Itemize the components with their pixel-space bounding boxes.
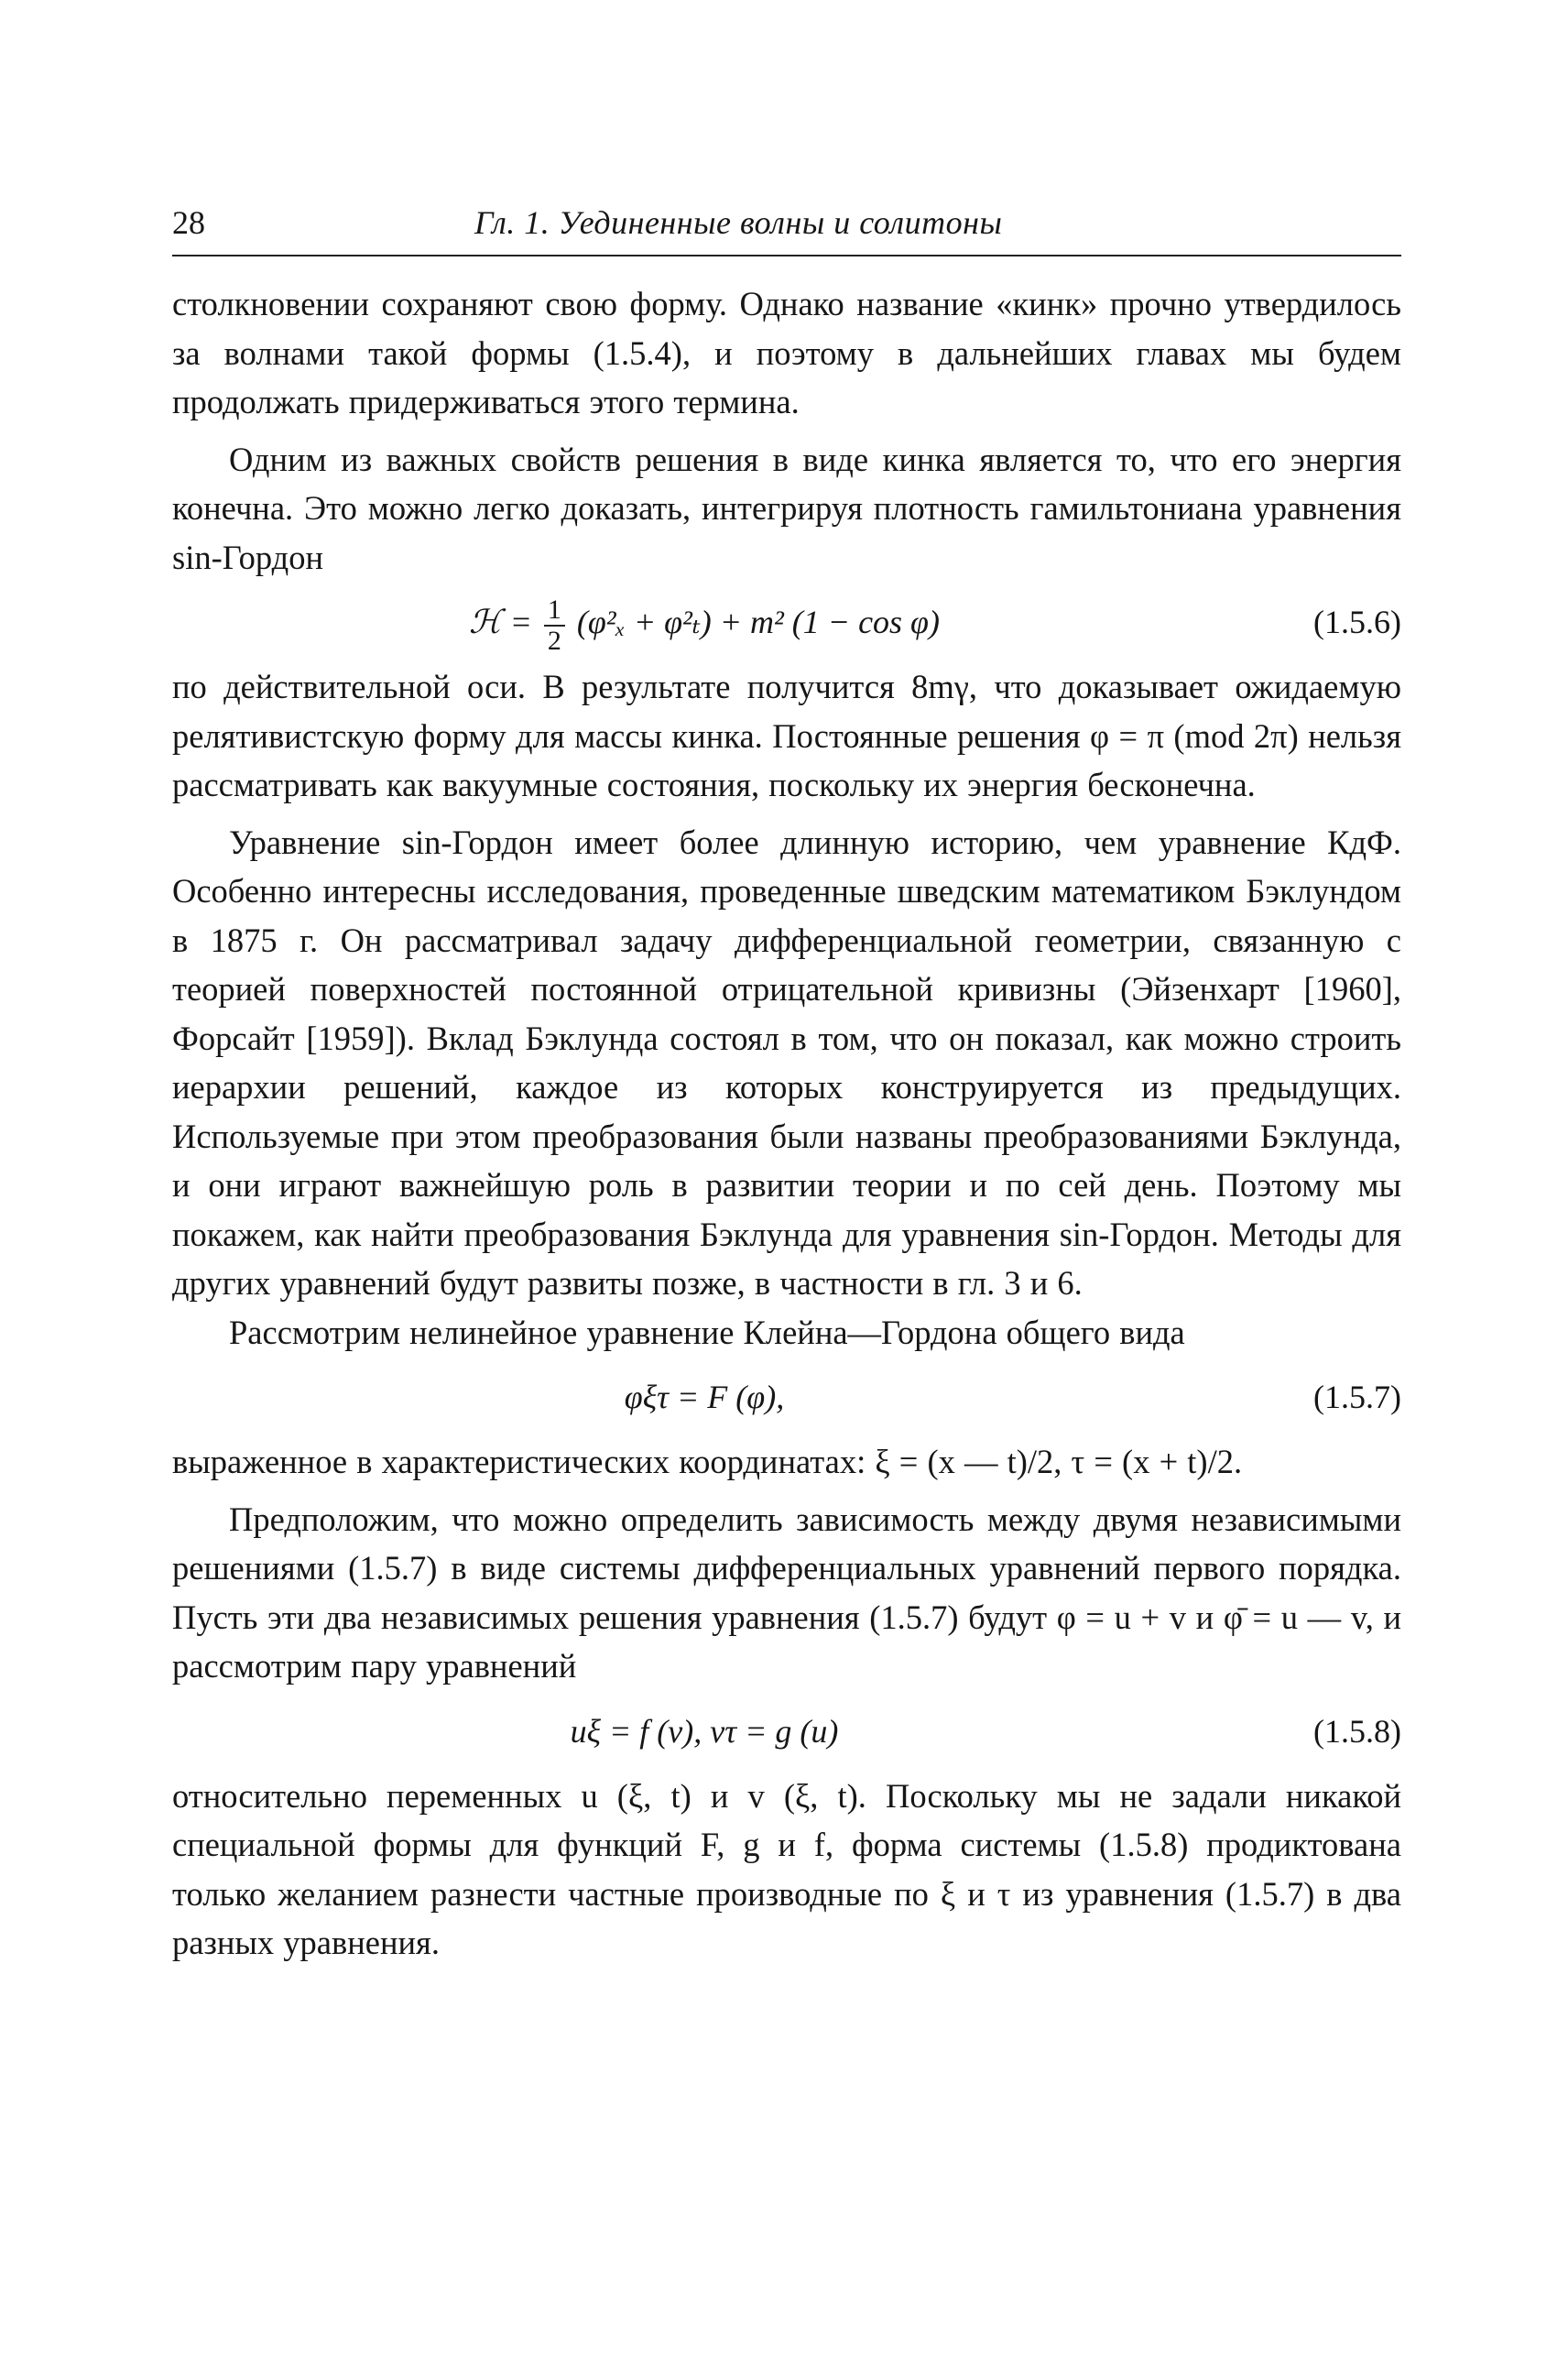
fraction-numerator: 1 xyxy=(544,595,565,627)
page-number: 28 xyxy=(172,204,205,241)
paragraph-4: Уравнение sin-Гордон имеет более длинную историю, чем уравнение КдФ. Особенно интересны исследования, проведенные шведским математиком Бэклундом в 1875 г. Он рассматривал задачу дифференциальной геометрии, связанную с теорией поверхностей постоянной отрицательной кривизны (Эйзенхарт [1960], Форсайт [1959]). Вклад Бэклунда состоял в том, что он показал, как можно строить иерархии решений, каждое из которых конструируется из предыдущих. Используемые при этом преобразования были названы преобразованиями Бэклунда, и они играют важнейшую роль в развитии теории и по сей день. Поэтому мы покажем, как найти преобразования Бэклунда для уравнения sin-Гордон. Методы для других уравнений будут развиты позже, в частности в гл. 3 и 6. xyxy=(172,823,1401,1302)
paragraph-5: Рассмотрим нелинейное уравнение Клейна—Гордона общего вида xyxy=(229,1313,1185,1351)
page-body xyxy=(172,279,1401,1968)
paragraph-7: Предположим, что можно определить зависимость между двумя независимыми решениями (1.5.7) в виде системы дифференциальных уравнений первого порядка. Пусть эти два независимых решения уравнения (1.5.7) будут φ = u + v и φ̄ = u — v, и рассмотрим пару уравнений xyxy=(172,1500,1401,1685)
equation-1-5-6-lhs: ℋ = xyxy=(469,604,532,640)
page-header xyxy=(172,203,1401,244)
equation-1-5-7 xyxy=(172,1357,1401,1437)
paragraph-3: по действительной оси. В результате получится 8mγ, что доказывает ожидаемую релятивистскую форму для массы кинка. Постоянные решения φ = π (mod 2π) нельзя рассматривать как вакуумные состояния, поскольку их энергия бесконечна. xyxy=(172,668,1401,803)
equation-1-5-6 xyxy=(172,582,1401,662)
equation-1-5-8 xyxy=(172,1691,1401,1772)
header-rule xyxy=(172,255,1401,256)
equation-1-5-7-expression: φξτ = F (φ), xyxy=(624,1379,785,1415)
equation-1-5-7-label: (1.5.7) xyxy=(1313,1379,1401,1415)
equation-1-5-8-label: (1.5.8) xyxy=(1313,1712,1401,1750)
paragraph-6: выраженное в характеристических координатах: ξ = (x — t)/2, τ = (x + t)/2. xyxy=(172,1443,1243,1480)
paragraph-1: столкновении сохраняют свою форму. Однако название «кинк» прочно утвердилось за волнами такой формы (1.5.4), и поэтому в дальнейших главах мы будем продолжать придерживаться этого термина. xyxy=(172,285,1401,420)
paragraph-2: Одним из важных свойств решения в виде кинка является то, что его энергия конечна. Это можно легко доказать, интегрируя плотность гамильтониана уравнения sin-Гордон xyxy=(172,440,1401,576)
equation-1-5-6-rhs: (φ²ₓ + φ²ₜ) + m² (1 − cos φ) xyxy=(576,604,940,640)
paragraph-8: относительно переменных u (ξ, t) и v (ξ, t). Поскольку мы не задали никакой специальной формы для функций F, g и f, форма системы (1.5.8) продиктована только желанием разнести частные производные по ξ и τ из уравнения (1.5.7) в два разных уравнения. xyxy=(172,1776,1401,1961)
equation-1-5-6-fraction xyxy=(544,595,565,656)
equation-1-5-6-expression xyxy=(172,582,1236,662)
equation-1-5-6-label: (1.5.6) xyxy=(1313,604,1401,640)
running-title: Гл. 1. Уединенные волны и солитоны xyxy=(474,204,1003,241)
fraction-denominator: 2 xyxy=(547,625,561,656)
equation-1-5-8-expression: uξ = f (v), vτ = g (u) xyxy=(570,1712,839,1750)
